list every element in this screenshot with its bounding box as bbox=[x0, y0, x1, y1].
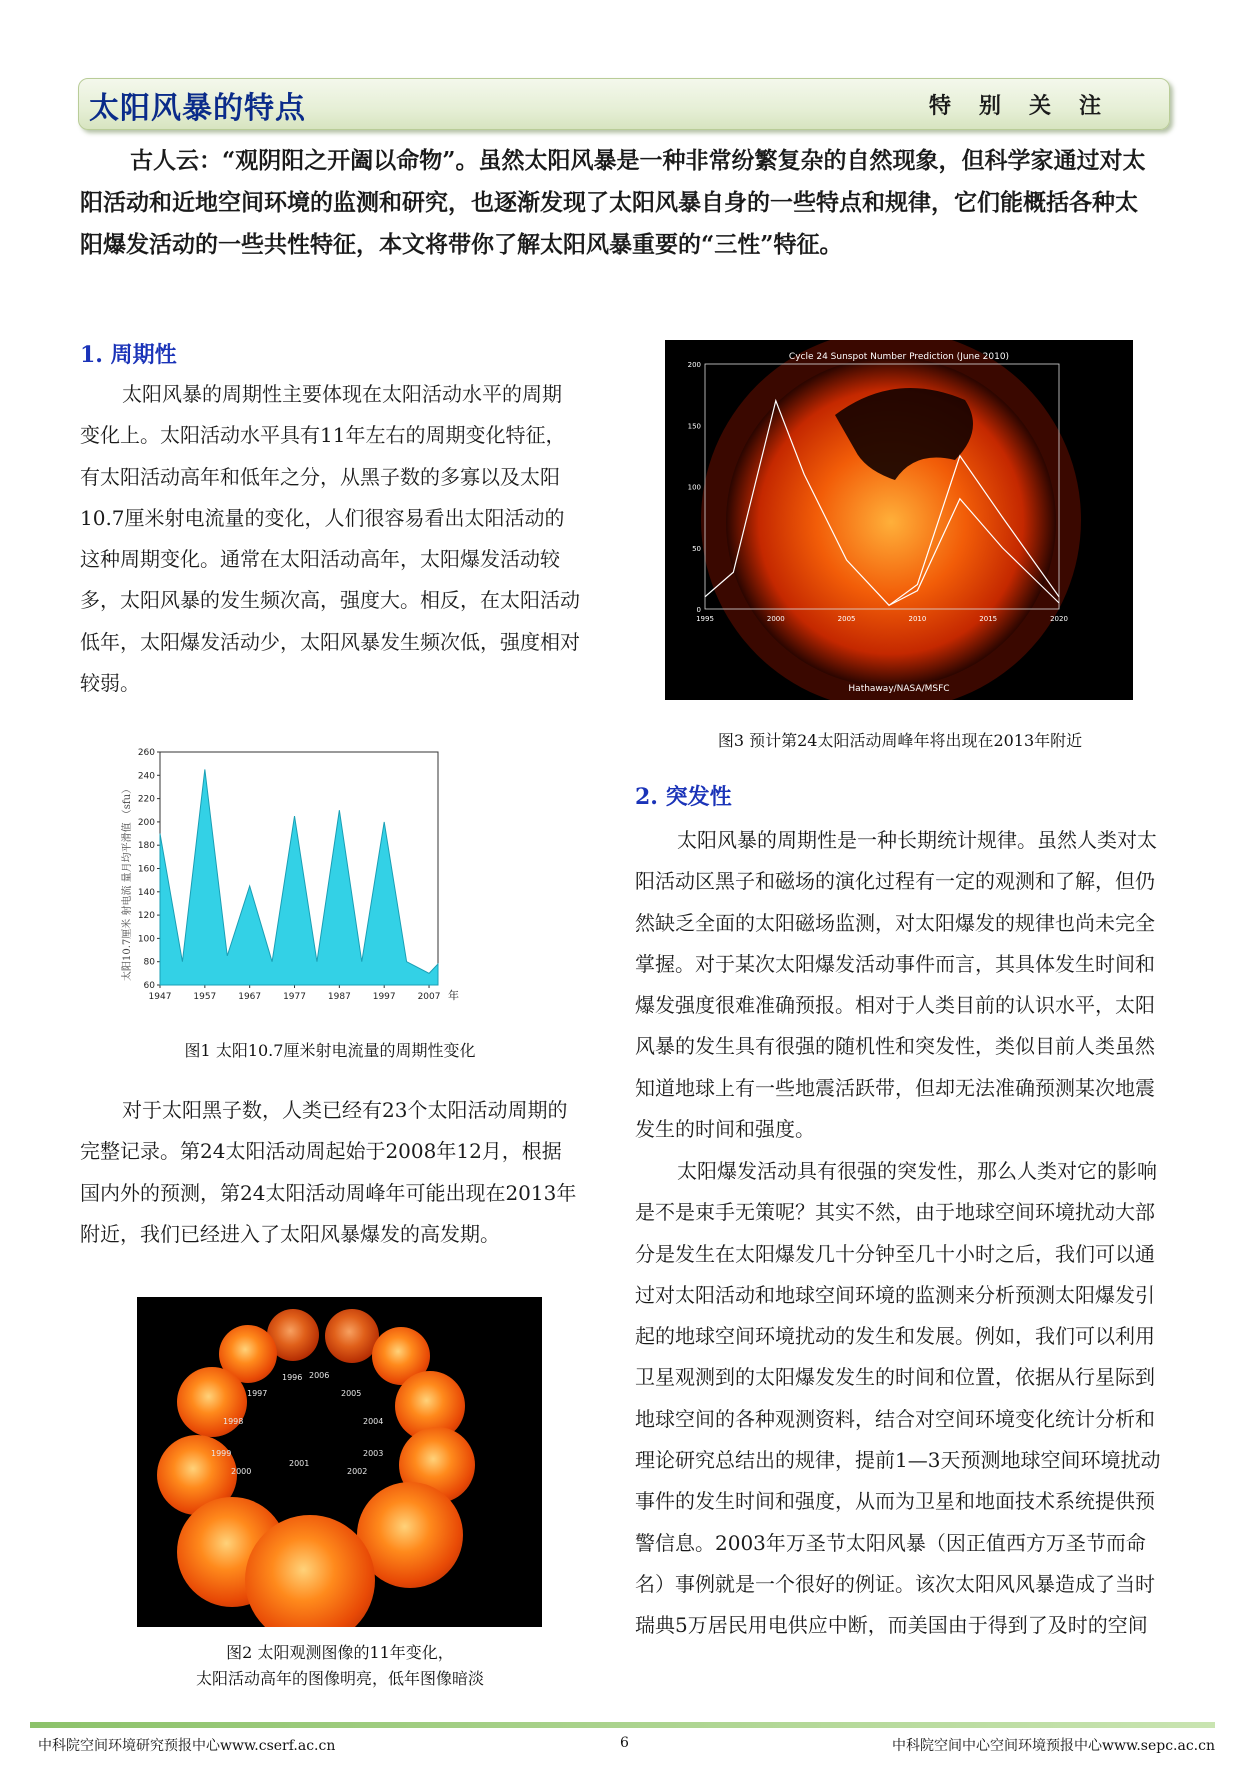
footer-right-text: 中科院空间中心空间环境预报中心www.sepc.ac.cn bbox=[892, 1738, 1215, 1754]
page-title: 太阳风暴的特点 bbox=[89, 91, 306, 126]
x-tick-label: 1987 bbox=[327, 992, 351, 1002]
section2-paragraph1: 太阳风暴的周期性是一种长期统计规律。虽然人类对太阳活动区黑子和磁场的演化过程有一定的观测和了解，但仍然缺乏全面的太阳磁场监测，对太阳爆发的规律也尚未完全掌握。对于某次太阳爆发活动事件而言，其具体发生时间和爆发强度很难准确预报。相对于人类目前的认识水平，太阳风暴的发生具有很强的随机性和突发性，类似目前人类虽然知道地球上有一些地震活跃带，但却无法准确预测某次地震发生的时间和强度。 bbox=[635, 828, 1157, 1142]
year-label: 2001 bbox=[289, 1459, 310, 1468]
x-tick-label: 2015 bbox=[979, 615, 998, 623]
year-label: 2006 bbox=[309, 1371, 330, 1380]
intro-paragraph: 古人云：“观阴阳之开阖以命物”。虽然太阳风暴是一种非常纷繁复杂的自然现象，但科学家通过对太阳活动和近地空间环境的监测和研究，也逐渐发现了太阳风暴自身的一些特点和规律，它们能概括各种太阳爆发活动的一些共性特征，本文将带你了解太阳风暴重要的“三性”特征。 bbox=[80, 147, 1146, 258]
header-bar bbox=[78, 78, 1170, 130]
section2-heading: 2. 突发性 bbox=[635, 784, 732, 810]
figure2-caption-line1: 图2 太阳观测图像的11年变化， bbox=[226, 1643, 454, 1662]
year-label: 2004 bbox=[363, 1417, 384, 1426]
y-tick-label: 220 bbox=[137, 794, 155, 805]
section1-paragraph2: 对于太阳黑子数，人类已经有23个太阳活动周期的完整记录。第24太阳活动周起始于2008年12月，根据国内外的预测，第24太阳活动周峰年可能出现在2013年附近，我们已经进入了太阳风暴爆发的高发期。 bbox=[80, 1098, 577, 1246]
figure2-sun-images bbox=[137, 1297, 542, 1627]
sun-image bbox=[325, 1309, 379, 1363]
figure2-caption bbox=[120, 1640, 560, 1692]
y-tick-label: 160 bbox=[137, 864, 155, 875]
section1-paragraph1: 太阳风暴的周期性主要体现在太阳活动水平的周期变化上。太阳活动水平具有11年左右的周期变化特征，有太阳活动高年和低年之分，从黑子数的多寡以及太阳10.7厘米射电流量的变化，人们很容易看出太阳活动的这种周期变化。通常在太阳活动高年，太阳爆发活动较多，太阳风暴的发生频次高，强度大。相反，在太阳活动低年，太阳爆发活动少，太阳风暴发生频次低，强度相对较弱。 bbox=[80, 382, 580, 696]
x-axis-label: 年 bbox=[448, 989, 459, 1002]
figure2-caption-line2: 太阳活动高年的图像明亮，低年图像暗淡 bbox=[195, 1669, 484, 1688]
figure3-caption: 图3 预计第24太阳活动周峰年将出现在2013年附近 bbox=[717, 731, 1083, 750]
year-label: 1999 bbox=[211, 1449, 232, 1458]
x-tick-label: 2007 bbox=[417, 992, 441, 1002]
x-tick-label: 1997 bbox=[372, 992, 396, 1002]
y-tick-label: 100 bbox=[687, 483, 701, 492]
x-tick-label: 1995 bbox=[696, 615, 714, 623]
section2-paragraph2: 太阳爆发活动具有很强的突发性，那么人类对它的影响是不是束手无策呢？其实不然，由于地球空间环境扰动大部分是发生在太阳爆发几十分钟至几十小时之后，我们可以通过对太阳活动和地球空间环境的监测来分析预测太阳爆发引起的地球空间环境扰动的发生和发展。例如，我们可以利用卫星观测到的太阳爆发发生的时间和位置，依据从行星际到地球空间的各种观测资料，结合对空间环境变化统计分析和理论研究总结出的规律，提前1—3天预测地球空间环境扰动事件的发生时间和强度，从而为卫星和地面技术系统提供预警信息。2003年万圣节太阳风暴（因正值西方万圣节而命名）事例就是一个很好的例证。该次太阳风风暴造成了当时瑞典5万居民用电供应中断，而美国由于得到了及时的空间 bbox=[635, 1159, 1161, 1638]
y-tick-label: 100 bbox=[137, 934, 155, 945]
x-tick-label: 2020 bbox=[1050, 615, 1068, 623]
section1-heading: 1. 周期性 bbox=[80, 342, 177, 368]
year-label: 1996 bbox=[282, 1373, 303, 1382]
year-label: 2005 bbox=[341, 1389, 362, 1398]
x-tick-label: 2005 bbox=[837, 615, 856, 623]
footer-left-text: 中科院空间环境研究预报中心www.cserf.ac.cn bbox=[38, 1738, 336, 1754]
y-tick-label: 120 bbox=[137, 911, 155, 922]
x-tick-label: 2000 bbox=[766, 615, 785, 623]
flux-area bbox=[160, 769, 438, 985]
footer-divider bbox=[30, 1722, 1215, 1728]
x-tick-label: 1957 bbox=[193, 992, 217, 1002]
y-tick-label: 80 bbox=[143, 957, 155, 968]
figure3-title: Cycle 24 Sunspot Number Prediction (June 2010) bbox=[788, 352, 1010, 362]
y-tick-label: 60 bbox=[143, 981, 155, 991]
y-tick-label: 200 bbox=[137, 817, 155, 828]
year-label: 2000 bbox=[231, 1467, 252, 1476]
year-label: 1997 bbox=[247, 1389, 268, 1398]
y-tick-label: 180 bbox=[137, 841, 155, 852]
sun-image bbox=[245, 1515, 375, 1627]
figure3-image bbox=[665, 340, 1133, 700]
y-tick-label: 140 bbox=[137, 887, 155, 898]
x-tick-label: 1977 bbox=[283, 992, 306, 1002]
y-tick-label: 50 bbox=[692, 544, 701, 553]
year-label: 2003 bbox=[363, 1449, 384, 1458]
figure3-credit: Hathaway/NASA/MSFC bbox=[848, 684, 950, 694]
sun-image bbox=[177, 1367, 247, 1437]
section-label: 特别关注 bbox=[928, 93, 1129, 119]
x-tick-label: 1967 bbox=[238, 992, 262, 1002]
page-number: 6 bbox=[620, 1735, 629, 1751]
x-tick-label: 1947 bbox=[148, 992, 172, 1002]
x-tick-label: 2010 bbox=[908, 615, 927, 623]
y-tick-label: 0 bbox=[696, 606, 701, 614]
year-label: 2002 bbox=[347, 1467, 368, 1476]
y-axis-label: 太阳10.7厘米 射电流 量月均平滑值 （sfu） bbox=[122, 783, 133, 981]
y-tick-label: 200 bbox=[687, 361, 701, 369]
y-tick-label: 150 bbox=[687, 422, 701, 431]
y-tick-label: 260 bbox=[137, 748, 155, 758]
year-label: 1998 bbox=[223, 1417, 244, 1426]
figure1-chart bbox=[120, 740, 530, 1020]
y-tick-label: 240 bbox=[137, 771, 155, 782]
figure3-chart bbox=[665, 340, 1133, 700]
figure1-caption: 图1 太阳10.7厘米射电流量的周期性变化 bbox=[184, 1041, 476, 1060]
